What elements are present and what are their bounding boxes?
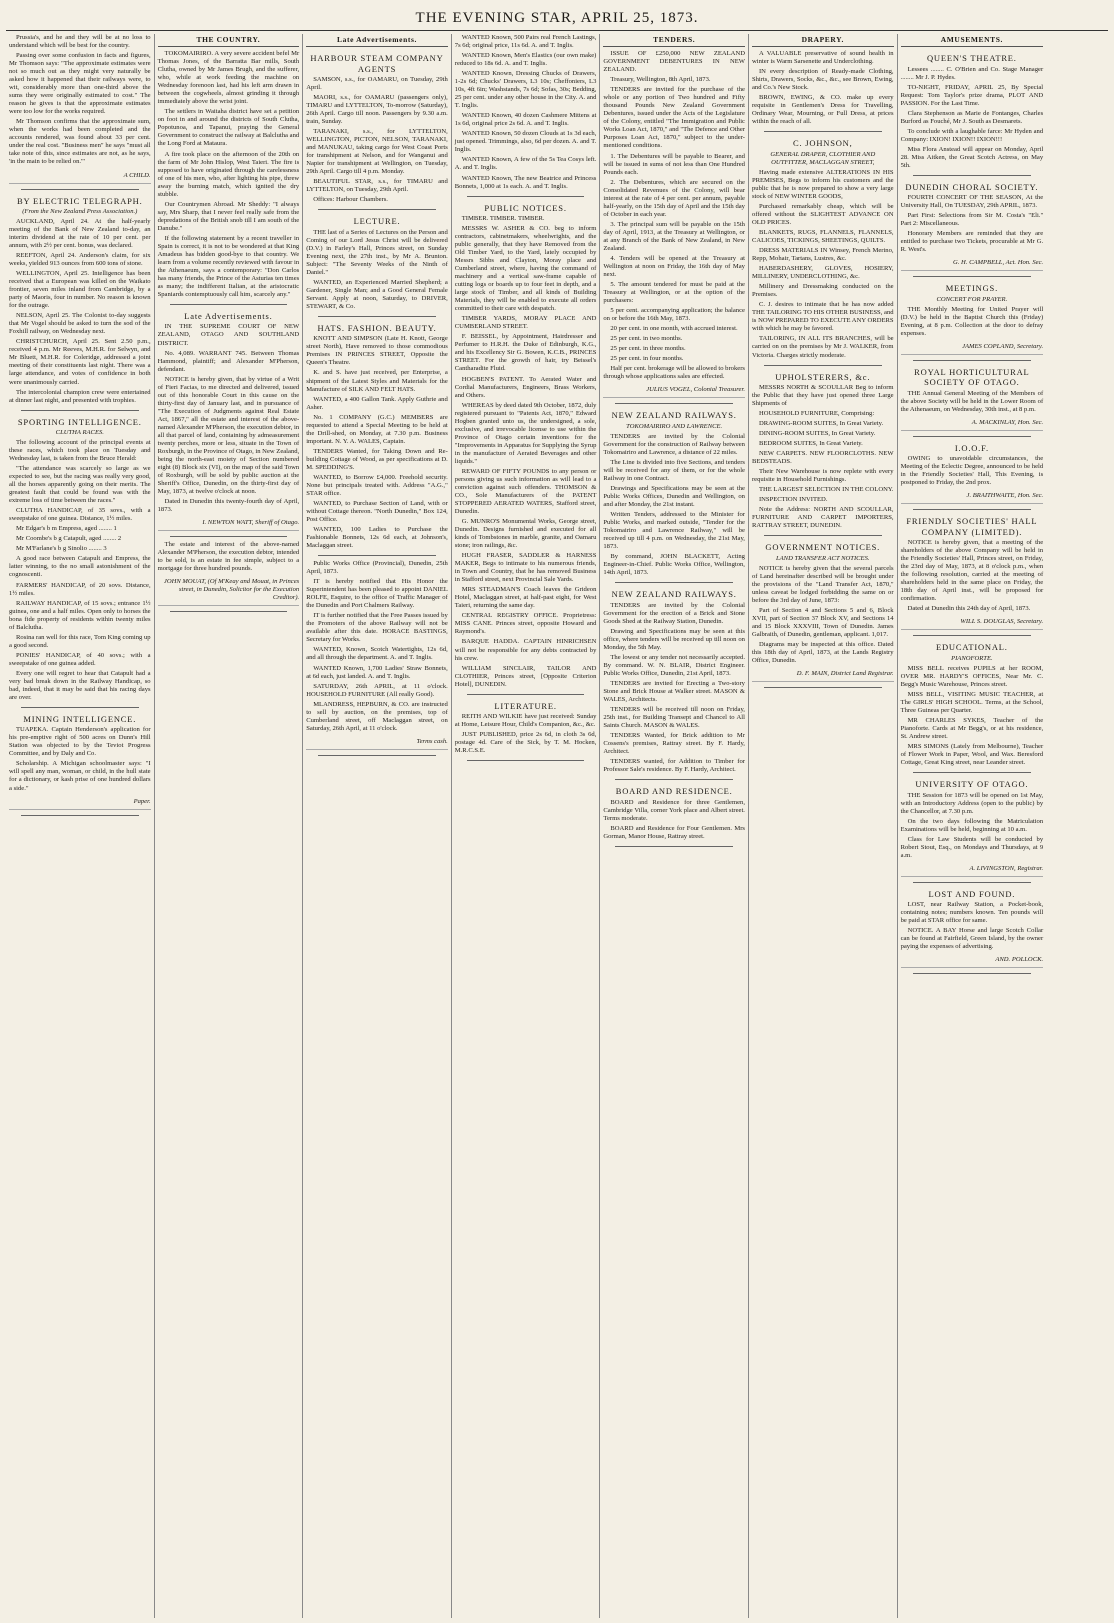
signature: Terms cash. xyxy=(416,737,448,745)
article-paragraph: TAILORING, IN ALL ITS BRANCHES, will be carried on on the premises by Mr J. WALKER, from Victoria. Charges strictly moderate. xyxy=(751,335,894,359)
signature: J. BRAITHWAITE, Hon. Sec. xyxy=(966,492,1044,500)
article-paragraph: If the following statement by a recent traveller in Spain is correct, it is not to be wondered at that King Amadeus has bidden good-bye to that country. We learn from a volume recently reviewed with favour in the Athenaeum, says a contemporary: "Don Carlos has many friends, the Prince of the Asturias ten times as many; the indifferent Italian, at the aristocratic Spaniards contemptuously call him, scarcely any." xyxy=(157,234,300,299)
article-section xyxy=(752,138,894,359)
article-paragraph: 25 per cent. in two months. xyxy=(610,335,683,343)
article-paragraph: AUCKLAND, April 24. At the half-yearly meeting of the Bank of New Zealand to-day, an interim dividend at the rate of 10 per cent. per annum, with 2½ per cent. bonus, was declared. xyxy=(9,217,151,250)
article-paragraph: SAMSON, s.s., for OAMARU, on Tuesday, 29th April. xyxy=(306,75,448,91)
article-paragraph: Part First: Selections from Sir M. Costa's "Eli." Part 2: Miscellaneous. xyxy=(900,212,1044,228)
article-paragraph: WANTED Known, A few of the 5s Tea Cosys left. A. and T. Inglis. xyxy=(454,156,597,172)
article-paragraph: IT is further notified that the Free Passes issued by the Promoters of the above Railway will not be available after this date. HORACE BASTINGS, Secretary for Works. xyxy=(306,612,448,644)
article-paragraph: 5. The amount tendered for must be paid at the Treasury at Wellington, or at the option of the purchasers: xyxy=(603,280,745,305)
article-section xyxy=(455,34,597,191)
section-divider xyxy=(615,779,733,780)
article-paragraph: MISS BELL receives PUPILS at her ROOM, OVER MR. HARDY'S OFFICES, Near Mr. C. Begg's Music Warehouse, Princes street. xyxy=(900,664,1044,688)
section-subtitle: GENERAL DRAPER, CLOTHIER AND OUTFITTER, MACLAGGAN STREET, xyxy=(770,150,876,166)
article-paragraph: 4. Tenders will be opened at the Treasury at Wellington at noon on Friday, the 16th day of May next. xyxy=(603,254,745,278)
section-title: Late Advertisements. xyxy=(184,311,273,322)
article-paragraph: MLANDRESS, HEPBURN, & CO. are instructed to sell by auction, on the premises, top of Cumberland street, off Maclaggan street, on Saturday, 26th April, at 11 o'clock. xyxy=(306,700,448,732)
article-section xyxy=(9,417,151,702)
signature: D. F. MAIN, District Land Registrar. xyxy=(796,670,894,678)
article-paragraph: Every one will regret to hear that Catapult had a very bad break down in the Railway Handicap, so bad, indeed, that it may be said that his racing days are over. xyxy=(9,669,151,701)
article-paragraph: TARANAKI, s.s., for LYTTELTON, WELLINGTON, PICTON, NELSON, TARANAKI, and MANUKAU, taking cargo for West Coast Ports for transhipment at Nelson, and for Wanganui and Napier for transhipment at Wellington, on Tuesday, 29th April. Cargo till 4 p.m. Monday. xyxy=(306,128,448,176)
article-paragraph: WANTED Known, 40 dozen Cashmere Mittens at 1s 6d, original price 2s 6d. A. and T. Inglis. xyxy=(454,112,597,128)
article-section xyxy=(752,50,894,126)
article-section xyxy=(901,443,1044,505)
article-paragraph: RAILWAY HANDICAP, of 15 sovs.; entrance 1½ guinea, one and a half miles. Open only to horses the bona fide property of residents within twenty miles of Balclutha. xyxy=(9,599,151,631)
article-paragraph: Rosina ran well for this race, Tom King coming up a good second. xyxy=(9,633,151,649)
section-divider xyxy=(170,536,288,537)
column-header: DRAPERY. xyxy=(752,34,894,47)
article-paragraph: WILLIAM SINCLAIR, TAILOR AND CLOTHIER, Princes street, [Opposite Criterion Hotel], DUNEDIN. xyxy=(454,664,597,688)
columns-container xyxy=(6,34,1108,1618)
article-paragraph: BARQUE HADDA. CAPTAIN HINRICHSEN will not be responsible for any debts contracted by his crew. xyxy=(454,638,597,662)
article-paragraph: Scholarship. A Michigan schoolmaster says: "I will spell any man, woman, or child, in the hull state for a dictionary, or kash prise of one hundred dollars a side." xyxy=(9,760,151,792)
section-title: GOVERNMENT NOTICES. xyxy=(765,542,881,553)
section-title: HARBOUR STEAM COMPANY AGENTS xyxy=(310,53,444,74)
article-paragraph: Mr M'Farlane's b g Sinolio ........ 3 xyxy=(16,545,107,553)
article-section xyxy=(901,53,1044,170)
article-section xyxy=(901,182,1044,272)
article-paragraph: Offices: Harbour Chambers. xyxy=(313,196,388,204)
article-paragraph: TENDERS are invited by the Colonial Government for the erection of a Brick and Stone Goods Shed at the Railway Station, Dunedin. xyxy=(603,601,745,625)
article-paragraph: NOTICE is hereby given, that by virtue of a Writ of Fieri Facias, to me directed and delivered, issued out of this honorable Court in this cause on the thirty-first day of January last, and in pursuance of "The Execution of Judgments against Real Estate Act, 1867," all the estate and interest of the above-named Alexander M'Pherson, the execution debtor, in all that parcel of land, containing by admeasurement twenty perches, more or less, situate in the Town of Roxburgh, in the Province of Otago, in New Zealand, being the north-east moiety of Section numbered eight (8) Block six (VI), on the map of the said Town of Roxburgh, will be sold by public auction at the Sheriff's Office, Dunedin, on the thirty-first day of May, 1873, at twelve o'clock at noon. xyxy=(157,375,300,496)
article-section xyxy=(306,216,448,311)
article-paragraph: Having made extensive ALTERATIONS IN HIS PREMISES, Begs to inform his customers and the public that he is now prepared to show a very large stock of NEW WINTER GOODS, xyxy=(751,168,894,200)
section-title: NEW ZEALAND RAILWAYS. xyxy=(611,589,737,600)
article-paragraph: The intercolonial champion crew were entertained at dinner last night, and presented with trophies. xyxy=(9,388,151,404)
article-paragraph: Written Tenders, addressed to the Minister for Public Works, and marked outside, "Tender for the Tokomairiro and Lawrence Railway," will be received up till 4 p.m. on Wednesday, the 21st May, 1873. xyxy=(603,511,745,551)
section-divider xyxy=(615,403,733,404)
article-paragraph: TUAPEKA. Captain Henderson's application for his pre-emptive right of 500 acres on Dunn's Hill Station was objected to by the Teviot Progress Committee, and by Daly and Co. xyxy=(9,726,151,758)
section-subtitle: TOKOMAIRIRO AND LAWRENCE. xyxy=(626,422,723,430)
section-title: BOARD AND RESIDENCE. xyxy=(615,786,733,797)
article-paragraph: SATURDAY, 26th APRIL, at 11 o'clock. HOUSEHOLD FURNITURE (All really Good). xyxy=(306,682,448,698)
article-paragraph: MESSRS NORTH & SCOULLAR Beg to inform the Public that they have just opened three Large Shipments of xyxy=(751,383,894,407)
article-paragraph: MISS BELL, VISITING MUSIC TEACHER, at The GIRLS' HIGH SCHOOL. Terms, at the School, Three Guineas per Quarter. xyxy=(900,690,1044,714)
article-paragraph: FOURTH CONCERT OF THE SEASON, At the University Hall, On TUESDAY, 29th APRIL, 1873. xyxy=(900,194,1044,210)
section-title: HATS. FASHION. BEAUTY. xyxy=(317,323,437,333)
section-divider xyxy=(467,196,585,197)
article-paragraph: "The attendance was scarcely so large as we expected to see, but the racing was really very good, all the horses apparently going on their merits. The greatest fault that could be found was with the extreme loss of time between the races." xyxy=(9,465,151,505)
article-paragraph: IN every description of Ready-made Clothing, Shirts, Drawers, Socks, &c., &c., see Brown, Ewing, and Co.'s New Stock. xyxy=(751,68,894,92)
section-divider xyxy=(21,410,139,411)
section-title: FRIENDLY SOCIETIES' HALL COMPANY (LIMITED). xyxy=(906,516,1038,537)
column-header: Late Advertisements. xyxy=(306,34,448,47)
article-paragraph: REITH AND WILKIE have just received: Sunday at Home, Leisure Hour, Child's Companion, &c., &c. xyxy=(454,713,597,729)
article-section xyxy=(901,516,1044,630)
article-paragraph: BOARD and Residence for Four Gentlemen. Mrs Gorman, Manor House, Rattray street. xyxy=(603,824,745,840)
article-paragraph: C. J. desires to intimate that he has now added THE TAILORING TO HIS OTHER BUSINESS, and is NOW PREPARED TO EXECUTE ANY ORDERS with which he may be favored. xyxy=(751,301,894,333)
signature: A. MACKINLAY, Hon. Sec. xyxy=(971,418,1044,426)
article-paragraph: F. BEISSEL, by Appointment, Hairdresser and Perfumer to H.R.H. the Duke of Edinburgh, K.G., and his Excellency Sir G. Bowen, K.C.B., PRINCES STREET. For the growth of hair, try Beissel's Cantharadite Fluid. xyxy=(454,333,597,373)
article-paragraph: Mr Coombe's b g Catapult, aged ........ 2 xyxy=(16,535,122,543)
article-paragraph: Treasury, Wellington, 8th April, 1873. xyxy=(610,76,711,84)
article-paragraph: WANTED Known, 50 dozen Clouds at 1s 3d each, just opened. Trimmings, also, 6d per dozen. A. and T. Inglis. xyxy=(454,130,597,154)
section-divider xyxy=(21,815,139,816)
section-divider xyxy=(764,687,882,688)
article-paragraph: INSPECTION INVITED. xyxy=(758,496,828,504)
article-paragraph: WANTED, to Purchase Section of Land, with or without Cottage thereon. "North Dunedin," Box 124, Post Office. xyxy=(306,499,448,524)
section-divider xyxy=(913,436,1032,437)
section-divider xyxy=(764,365,882,366)
section-divider xyxy=(467,694,585,695)
article-paragraph: A fire took place on the afternoon of the 20th on the farm of Mr John Hislop, West Taieri. The fire is supposed to have originated through the carelessness of one of his men, who, after lighting his pipe, threw away the burning match, which ignited the dry stubble. xyxy=(157,150,300,198)
article-paragraph: Drawing and Specifications may be seen at this office, where tenders will be received up till noon on Monday, the 5th May. xyxy=(603,627,745,651)
article-paragraph: Diagrams may be inspected at this office. Dated this 18th day of April, 1873, at the Lands Registry Office, Dunedin. xyxy=(751,641,894,665)
section-subtitle: (From the New Zealand Press Association.) xyxy=(22,207,138,215)
article-paragraph: HOUSEHOLD FURNITURE, Comprising: xyxy=(758,409,875,417)
article-paragraph: MRS SIMONS (Lately from Melbourne), Teacher of Flower Work in Paper, Wool, and Wax. Beresford Cottage, Great King street, near Leander street. xyxy=(900,743,1044,767)
section-divider xyxy=(467,760,585,761)
section-title: SPORTING INTELLIGENCE. xyxy=(17,416,142,427)
signature: WILL S. DOUGLAS, Secretary. xyxy=(960,618,1044,626)
article-paragraph: TO-NIGHT, FRIDAY, APRIL 25, By Special Request: Tom Taylor's prize drama, PLOT AND PASSION. For the Last Time. xyxy=(900,83,1044,107)
article-paragraph: A VALUABLE preservative of sound health in winter is Warm Sarsenette and Underclothing. xyxy=(751,50,894,66)
article-paragraph: CLUTHA HANDICAP, of 35 sovs., with a sweepstake of one guinea. Distance, 1½ miles. xyxy=(9,507,151,523)
signature: JAMES COPLAND, Secretary. xyxy=(962,343,1044,350)
section-divider xyxy=(318,755,436,756)
masthead-title: THE EVENING STAR, APRIL 25, 1873. xyxy=(6,6,1108,31)
section-divider xyxy=(318,316,436,317)
section-title: MEETINGS. xyxy=(945,283,998,294)
article-paragraph: ISSUE OF £250,000 NEW ZEALAND GOVERNMENT DEBENTURES IN NEW ZEALAND. xyxy=(603,50,745,74)
section-divider xyxy=(764,535,882,536)
section-divider xyxy=(913,635,1032,636)
section-divider xyxy=(170,611,288,612)
section-title: EDUCATIONAL. xyxy=(936,642,1008,653)
article-section xyxy=(901,367,1044,431)
article-paragraph: Mr Thomson confirms that the approximate sum, when the works had been completed and the accounts rendered, was found about 33 per cent. under the real cost. "Business men" he says "must all take note of this, since estimates are not, as he says, 'in the main to be relied on.'" xyxy=(9,118,151,166)
article-section xyxy=(158,311,300,531)
article-section xyxy=(306,323,448,550)
article-paragraph: WANTED Known, Men's Elastics (our own make) reduced to 18s 6d. A. and T. Inglis. xyxy=(454,52,597,68)
article-paragraph: Lessees ........ C. O'Brien and Co. Stage Manager ........ Mr J. P. Hydes. xyxy=(900,65,1044,81)
article-paragraph: 20 per cent. in one month, with accrued interest. xyxy=(610,325,738,333)
article-paragraph: The estate and interest of the above-named Alexander M'Pherson, the execution debtor, intended to be sold, is an estate in fee simple, subject to a mortgage for three hundred pounds. xyxy=(157,541,300,573)
article-paragraph: K. and S. have just received, per Enterprise, a shipment of the Latest Styles and Materials for the Manufacture of SILK AND FELT HATS. xyxy=(306,369,448,393)
section-divider xyxy=(21,189,139,190)
section-divider xyxy=(615,846,733,847)
article-paragraph: TENDERS will be received till noon on Friday, 25th inst., for Building Transept and Chancel to All Saints Church. MASON & WALES. xyxy=(603,706,745,730)
section-title: LITERATURE. xyxy=(494,700,557,711)
section-divider xyxy=(764,131,882,132)
section-title: ROYAL HORTICULTURAL SOCIETY OF OTAGO. xyxy=(914,367,1030,388)
article-paragraph: MAORI, s.s., for OAMARU (passengers only), TIMARU and LYTTELTON, To-morrow (Saturday), 26th April. Cargo till noon. Passengers by 9.30 a.m. train, Sunday. xyxy=(306,93,448,126)
article-paragraph: JUST PUBLISHED, price 2s 6d, in cloth 3s 6d, postage 4d. Care of the Sick, by T. M. Hocken, M.R.C.S.E. xyxy=(454,731,597,755)
article-paragraph: To conclude with a laughable farce: Mr Hyden and Company: IXION! IXION!! IXION!!! xyxy=(900,127,1044,143)
newspaper-column xyxy=(303,34,452,1618)
article-paragraph: Class for Law Students will be conducted by Robert Stout, Esq., on Mondays and Thursdays, at 9 a.m. xyxy=(900,835,1044,859)
article-paragraph: Millinery and Dressmaking conducted on the Premises. xyxy=(751,283,894,299)
article-paragraph: TIMBER YARDS, MORAY PLACE AND CUMBERLAND STREET. xyxy=(454,315,597,331)
article-paragraph: PONIES' HANDICAP, of 40 sovs.; with a sweepstake of one guinea added. xyxy=(9,651,151,667)
article-paragraph: The settlers in Waitaha district have set a petition on foot in and around the districts of South Clutha, Popotunoa, and Tapanui, praying the General Government to construct the railway at Balclutha and the Long Ford at Mataura. xyxy=(157,108,300,148)
article-paragraph: 3. The principal sum will be payable on the 15th day of April, 1913, at the Treasury at Wellington, or at any Branch of the Bank of New Zealand, in New Zealand. xyxy=(603,220,745,252)
article-paragraph: HOGBEN'S PATENT. To Aerated Water and Cordial Manufacturers, Engineers, Brass Workers, and Others. xyxy=(454,375,597,399)
article-paragraph: Public Works Office (Provincial), Dunedin, 25th April, 1873. xyxy=(306,560,448,576)
article-paragraph: 25 per cent. in four months. xyxy=(610,355,684,363)
article-paragraph: On the two days following the Matriculation Examinations will be held, beginning at 10 a.m. xyxy=(900,817,1044,833)
article-paragraph: THE last of a Series of Lectures on the Person and Coming of our Lord Jesus Christ will be delivered (D.V.) in Farley's Hall, Princes street, on Sunday Evening next, the 27th inst., by Mr A. Brunton. Subject: "The Seventy Weeks of the Ninth of Daniel." xyxy=(306,228,448,276)
article-paragraph: Half per cent. brokerage will be allowed to brokers through whose applications sales are effected. xyxy=(603,365,745,381)
section-subtitle: CLUTHA RACES. xyxy=(55,428,104,436)
article-paragraph: The following account of the principal events at these races, which took place on Tuesday and Wednesday last, is taken from the Bruce Herald: xyxy=(9,439,151,463)
article-section xyxy=(603,410,745,577)
article-paragraph: Honorary Members are reminded that they are entitled to purchase two Tickets, procurable at Mr G. R. West's. xyxy=(900,230,1044,254)
section-title: BY ELECTRIC TELEGRAPH. xyxy=(17,195,143,206)
article-section xyxy=(603,786,745,841)
section-divider xyxy=(913,973,1032,974)
newspaper-column xyxy=(898,34,1047,1618)
article-section xyxy=(901,642,1044,767)
article-paragraph: BROWN, EWING, & CO. make up every requisite in Gentlemen's Dress for Travelling, Ordinary Wear, Mourning, or Full Dress, at prices within the reach of all. xyxy=(751,94,894,126)
article-paragraph: The Line is divided into five Sections, and tenders will be received for any of them, or for the whole Railway in one Contract. xyxy=(603,458,745,482)
article-paragraph: DRAWING-ROOM SUITES, In Great Variety. xyxy=(758,420,884,428)
article-paragraph: CENTRAL REGISTRY OFFICE. Proprietress: MISS CANE. Princes street, opposite Howard and Raymond's. xyxy=(454,612,597,636)
article-section xyxy=(9,34,151,184)
article-paragraph: The lowest or any tender not necessarily accepted. By command. W. N. BLAIR, District Engineer. Public Works Office, Dunedin, 21st April, 1873. xyxy=(603,653,745,677)
article-paragraph: Miss Flora Anstead will appear on Monday, April 28. Miss Aitken, the Great Scotch Actress, on May 5th. xyxy=(900,145,1044,169)
article-paragraph: 2. The Debentures, which are secured on the Consolidated Revenues of the Colony, will bear interest at the rate of 4 per cent. per annum, payable half-yearly, on the 15th day of April and the 15th day of October in each year. xyxy=(603,178,745,218)
article-paragraph: WANTED, to Borrow £4,000. Freehold security. None but principals treated with. Address "A.G.," STAR office. xyxy=(306,473,448,497)
column-header: TENDERS. xyxy=(603,34,745,47)
article-paragraph: NOTICE is hereby given that the several parcels of Land hereinafter described will be brought under the provisions of the "Land Transfer Act, 1870," unless caveat be lodged forbidding the same on or before the 3rd day of June, 1873: xyxy=(751,564,894,604)
article-paragraph: Dated at Dunedin this 24th day of April, 1873. xyxy=(907,605,1031,613)
article-section xyxy=(306,53,448,204)
article-paragraph: BEDROOM SUITES, In Great Variety. xyxy=(758,440,863,448)
article-paragraph: FARMERS' HANDICAP, of 20 sovs. Distance, 1½ miles. xyxy=(9,581,151,597)
article-section xyxy=(158,541,300,606)
section-subtitle: CONCERT FOR PRAYER. xyxy=(936,295,1008,303)
article-paragraph: BEAUTIFUL STAR, s.s., for TIMARU and LYTTELTON, on Tuesday, 29th April. xyxy=(306,178,448,194)
section-title: PUBLIC NOTICES. xyxy=(484,202,567,213)
signature: G. H. CAMPBELL, Act. Hon. Sec. xyxy=(952,259,1044,267)
section-title: UPHOLSTERERS, &c. xyxy=(775,371,871,382)
section-title: QUEEN'S THEATRE. xyxy=(926,53,1017,64)
article-paragraph: Their New Warehouse is now replete with every requisite in Household Furnishings. xyxy=(751,468,894,484)
signature: Paper. xyxy=(133,797,151,805)
article-section xyxy=(306,560,448,750)
article-paragraph: MESSRS W. ASHER & CO. beg to inform contractors, cabinetmakers, wheelwrights, and the public generally, that they have Removed from the Old Timber Yard, to the Yard, lately occupied by Messrs Sibbs and Clayton, Moray place and Cumberland street, where, having the command of machinery and a vertical saw-frame capable of cutting logs or boards up to four feet in depth, and a large stock of Timber, and all kinds of Building Materials, they will be enabled to execute all orders committed to their care with despatch. xyxy=(454,224,597,313)
section-title: DUNEDIN CHORAL SOCIETY. xyxy=(905,181,1039,192)
signature: JULIUS VOGEL, Colonial Treasurer. xyxy=(646,386,745,394)
article-paragraph: MR CHARLES SYKES, Teacher of the Pianoforte. Cards at Mr Begg's, or at his residence, St. Andrew street. xyxy=(900,717,1044,741)
section-divider xyxy=(913,360,1032,361)
section-title: C. JOHNSON, xyxy=(792,138,853,149)
article-paragraph: IT is hereby notified that His Honor the Superintendent has been pleased to appoint DANIEL ROLFE, Esquire, to the office of Traffic Manager of the Dunedin and Port Chalmers Railway. xyxy=(306,578,448,610)
section-title: LECTURE. xyxy=(353,216,401,227)
article-section xyxy=(901,779,1044,877)
article-paragraph: DINING-ROOM SUITES, In Great Variety. xyxy=(758,430,876,438)
article-paragraph: NOTICE is hereby given, that a meeting of the shareholders of the above Company will be held in the Friendly Societies' Hall, Princes street, on Friday, the 23rd day of May, 1873, at 8 o'clock p.m., when the following resolution, carried at the meeting of shareholders held in the same place on Friday, the 18th day of April inst., will be proposed for confirmation. xyxy=(900,539,1044,603)
section-title: I.O.O.F. xyxy=(954,442,989,453)
article-paragraph: NEW CARPETS. NEW FLOORCLOTHS. NEW BEDSTEADS. xyxy=(751,450,894,466)
article-paragraph: 5 per cent. accompanying application; the balance on or before the 16th May, 1873. xyxy=(603,307,745,323)
section-subtitle: PIANOFORTE. xyxy=(951,654,993,662)
section-divider xyxy=(913,772,1032,773)
section-divider xyxy=(913,276,1032,277)
newspaper-column xyxy=(452,34,601,1618)
article-paragraph: TIMBER. TIMBER. TIMBER. xyxy=(461,214,545,222)
article-paragraph: A good race between Catapult and Empress, the latter winning, to the no small astonishment of the cognoscenti. xyxy=(9,555,151,579)
article-paragraph: WANTED Known, The new Beatrice and Princess Bonnets, 1,000 at 1s each. A. and T. Inglis. xyxy=(454,174,597,190)
article-paragraph: Dated in Dunedin this twenty-fourth day of April, 1873. xyxy=(157,498,300,514)
article-paragraph: HUGH FRASER, SADDLER & HARNESS MAKER, Begs to intimate to his numerous friends, in Town and Country, that he has removed Business in Stafford street, next Provincial Sale Yards. xyxy=(454,552,597,584)
article-paragraph: REWARD OF FIFTY POUNDS to any person or persons giving us such information as will lead to a conviction against such offenders. THOMSON & CO., Sole Manufacturers of the PATENT STOPPERED AERATED WATERS, Stafford street, Dunedin. xyxy=(454,467,597,516)
article-paragraph: WANTED, an Experienced Married Shepherd; a Gardener, Single Man; and a Good General Female Servant. Apply at noon, Saturday, to DRIVER, STEWART, & Co. xyxy=(306,278,448,310)
section-title: LOST AND FOUND. xyxy=(928,888,1016,899)
section-title: UNIVERSITY OF OTAGO. xyxy=(915,779,1029,790)
newspaper-column xyxy=(155,34,304,1618)
article-paragraph: OWING to unavoidable circumstances, the Meeting of the Eclectic Degree, announced to be held in the Friendly Societies' Hall, This Evening, is postponed to Friday, the 2nd prox. xyxy=(900,455,1044,487)
article-paragraph: Part of Section 4 and Sections 5 and 6, Block XVII, part of Section 37 Block XV, and Sections 14 and 15 Block XXXVIII, Town of Dunedin. James Galbraith, of Dunedin, gentleman, applicant. 1,017. xyxy=(751,606,894,639)
article-paragraph: Prussia's, and he and they will be at no loss to understand which will be best for the country. xyxy=(9,34,151,50)
article-paragraph: DRESS MATERIALS IN Winsey, French Merino, Repp, Mohair, Tartans, Lustres, &c. xyxy=(751,247,894,263)
article-paragraph: Note the Address: NORTH AND SCOULLAR, FURNITURE AND CARPET IMPORTERS, RATTRAY STREET, DUNEDIN. xyxy=(751,506,894,530)
article-paragraph: IN THE SUPREME COURT OF NEW ZEALAND, OTAGO AND SOUTHLAND DISTRICT. xyxy=(157,323,300,347)
article-section xyxy=(9,714,151,810)
article-paragraph: Passing over some confusion in facts and figures, Mr Thomson says: "The approximate estimates were not so much out as they might very naturally be asked how it happened that their railways were, to wit, considerably more than one-third above the sums they were originally estimated to cost." The reason he gives is that the approximate estimates were too low for the works required. xyxy=(9,52,151,116)
article-paragraph: No. 1 COMPANY (G.C.) MEMBERS are requested to attend a Special Meeting to be held at the Drill-shed, on Monday, at 7.30 p.m. Business important. N. Y. A. WALES, Captain. xyxy=(306,413,448,445)
article-paragraph: Purchased remarkably cheap, which will be offered without the SLIGHTEST ADVANCE ON OLD PRICES. xyxy=(751,202,894,227)
article-paragraph: TENDERS are invited by the Colonial Government for the construction of Railway between Tokomairiro and Lawrence, a distance of 22 miles. xyxy=(603,432,745,456)
signature: AND. POLLOCK. xyxy=(995,956,1044,964)
article-section xyxy=(752,542,894,682)
article-paragraph: By command, JOHN BLACKETT, Acting Engineer-in-Chief. Public Works Office, Wellington, 14th April, 1873. xyxy=(603,553,745,577)
section-subtitle: LAND TRANSFER ACT NOTICES. xyxy=(775,554,870,562)
article-paragraph: CHRISTCHURCH, April 25. Sent 2.50 p.m., received 4 p.m. Mr Reeves, M.H.R. for Selwyn, and Mr Bluett, M.H.R. for Coleridge, addressed a joint meeting of their constituents last night. There was a large attendance, and votes of confidence in both were unanimously carried. xyxy=(9,338,151,386)
newspaper-column xyxy=(749,34,898,1618)
article-paragraph: Our Countrymen Abroad. Mr Sheddy: "I always say, Mrs Sharp, that I never feel really safe from the depredations of the British snob till I am south of the Danube." xyxy=(157,200,300,232)
article-section xyxy=(901,889,1044,969)
article-section xyxy=(455,701,597,756)
article-section xyxy=(158,50,300,299)
column-header: THE COUNTRY. xyxy=(158,34,300,47)
article-paragraph: BOARD and Residence for three Gentlemen, Cambridge Villa, corner York place and Albert street. Terms moderate. xyxy=(603,798,745,822)
article-paragraph: NELSON, April 25. The Colonist to-day suggests that Mr Vogel should be asked to turn the sod of the Foxhill railway, on Wednesday next. xyxy=(9,312,151,336)
section-divider xyxy=(21,707,139,708)
article-paragraph: WELLINGTON, April 25. Intelligence has been received that a European was killed on the Waikato frontier, seven miles inland from Cambridge, by a party of Maoris, four in number. No reason is known for the outrage. xyxy=(9,270,151,310)
article-paragraph: WANTED, Known, Scotch Watertights, 12s 6d, and all through the department. A. and T. Inglis. xyxy=(306,646,448,662)
article-paragraph: LOST, near Railway Station, a Pocket-book, containing notes; numbers known. Ten pounds will be paid at STAR office for same. xyxy=(900,901,1044,925)
article-paragraph: WANTED, 100 Ladies to Purchase the Fashionable Bonnets, 12s 6d each, at Johnson's, Maclaggan street. xyxy=(306,526,448,550)
article-paragraph: REEFTON, April 24. Anderson's claim, for six weeks, yielded 913 ounces from 600 tons of stone. xyxy=(9,252,151,268)
section-title: MINING INTELLIGENCE. xyxy=(23,713,137,724)
article-paragraph: G. MUNRO'S Monumental Works, George street, Dunedin. Designs furnished and executed for all kinds of Tombstones in marble, granite, and Oamaru stone; iron railings, &c. xyxy=(454,518,597,550)
article-section xyxy=(603,50,745,398)
article-section xyxy=(901,283,1044,355)
section-divider xyxy=(913,882,1032,883)
article-paragraph: THE LARGEST SELECTION IN THE COLONY. xyxy=(758,486,894,494)
article-paragraph: TENDERS Wanted, for Taking Down and Re-building Cottage of Wood, as per specifications at D. M. SPEDDING'S. xyxy=(306,447,448,471)
article-paragraph: THE Monthly Meeting for United Prayer will (D.V.) be held in the Baptist Church this (Friday) Evening, at 8 p.m. Collection at the door to defray expenses. xyxy=(900,305,1044,337)
newspaper-column xyxy=(600,34,749,1618)
section-divider xyxy=(913,509,1032,510)
article-section xyxy=(9,196,151,405)
article-paragraph: THE Session for 1873 will be opened on 1st May, with an Introductory Address (open to the public) by the Chancellor, at 7.30 p.m. xyxy=(900,791,1044,815)
article-paragraph: WANTED Known, 1,700 Ladies' Straw Bonnets, at 6d each, just landed. A. and T. Inglis. xyxy=(306,664,448,680)
article-section xyxy=(455,203,597,689)
article-paragraph: KNOTT AND SIMPSON (Late H. Knott, George street North), Have removed to those commodious Premises IN PRINCES STREET, Opposite the Queen's Theatre. xyxy=(306,335,448,367)
signature: A. LIVINGSTON, Registrar. xyxy=(969,864,1044,872)
section-divider xyxy=(170,304,288,305)
signature: A CHILD. xyxy=(123,171,151,179)
article-section xyxy=(752,372,894,531)
section-divider xyxy=(318,209,436,210)
section-divider xyxy=(913,175,1032,176)
article-paragraph: TOKOMAIRIRO. A very severe accident befel Mr Thomas Jones, of the Barratta Bar mills, South Clutha, owned by Mr James Brugh, and the sufferer, who, while at work feeding the machine on Wednesday forenoon last, had his left arm drawn in between the cogwheels, almost grinding it through immediately above the wrist joint. xyxy=(157,50,300,106)
article-paragraph: THE Annual General Meeting of the Members of the above Society will be held in the Lower Room of the Athenaeum, on Wednesday, 30th inst., at 8 p.m. xyxy=(900,389,1044,413)
section-divider xyxy=(615,582,733,583)
article-paragraph: WHEREAS by deed dated 9th October, 1872, duly registered pursuant to "Patents Act, 1870," Edward Hogben granted unto us, the undersigned, a sole, exclusive, and irrevocable license to use within the Province of Otago certain inventions for the "Improvements in Apparatus for Supplying the Syrup in the manufacture of Aerated Beverages and other liquids." xyxy=(454,401,597,465)
article-paragraph: TENDERS are invited for the purchase of the whole or any portion of Two hundred and Fifty thousand Pounds New Zealand Government Debentures, issued under the Acts of the Legislature of the Colony, entitled "The Immigration and Public Works Loan Act, 1870," and "The Defence and Other Purposes Loan Act, 1870," subject to the under-mentioned conditions. xyxy=(603,86,745,150)
article-paragraph: Clara Stephenson as Marie de Fontanges, Charles Burford as Fouché, Mr J. South as Desmarets. xyxy=(900,109,1044,125)
article-paragraph: Drawings and Specifications may be seen at the Public Works Offices, Dunedin and Wellington, on and after Monday, the 21st instant. xyxy=(603,484,745,508)
column-header: AMUSEMENTS. xyxy=(901,34,1044,47)
article-paragraph: WANTED, a 400 Gallon Tank. Apply Guthrie and Asher. xyxy=(306,395,448,411)
article-paragraph: WANTED Known, Dressing Chucks of Drawers, 1-2s 6d; Chucks' Drawers, L3 10s; Cheffoniers, L3 10s, 4ft 6in; Washstands, 7s 6d; Sofas, 30s; Bedding, 25 per cent. under any other house in the City. A. and T. Inglis. xyxy=(454,70,597,110)
article-paragraph: Mr Edgar's b m Empress, aged ........ 1 xyxy=(16,525,117,533)
section-divider xyxy=(318,555,436,556)
article-paragraph: MRS STEADMAN'S Coach leaves the Grideon Hotel, Maclaggan street, at half-past eight, for West Taieri, returning the same day. xyxy=(454,586,597,610)
article-paragraph: HABERDASHERY, GLOVES, HOSIERY, MILLINERY, UNDERCLOTHING, &c. xyxy=(751,265,894,281)
article-paragraph: No. 4,089. WARRANT 745. Between Thomas Hammond, plaintiff; and Alexander M'Pherson, defendant. xyxy=(157,349,300,373)
article-section xyxy=(603,589,745,774)
article-paragraph: WANTED Known, 500 Pairs real French Lastings, 7s 6d; original price, 11s 6d. A. and T. Inglis. xyxy=(454,34,597,50)
signature: JOHN MOUAT, (Of M'Keay and Mouat, in Princes street, in Dunedin, Solicitor for the Execution Creditor). xyxy=(163,578,300,602)
article-paragraph: TENDERS are invited for Erecting a Two-story Stone and Brick House at Walker street. MASON & WALES, Architects. xyxy=(603,679,745,703)
article-paragraph: TENDERS wanted, for Addition to Timber for Professor Sale's residence. By F. Hardy, Architect. xyxy=(603,758,745,774)
article-paragraph: NOTICE. A BAY Horse and large Scotch Collar can be found at Fairfield, Green Island, by the owner paying the expenses of advertising. xyxy=(900,927,1044,951)
article-paragraph: 25 per cent. in three months. xyxy=(610,345,686,353)
article-paragraph: TENDERS Wanted, for Brick addition to Mr Cossens's premises, Rattray street. By F. Hardy, Architect. xyxy=(603,732,745,756)
article-paragraph: 1. The Debentures will be payable to Bearer, and will be issued in sums of not less than One Hundred Pounds each. xyxy=(603,152,745,176)
newspaper-column xyxy=(6,34,155,1618)
article-paragraph: BLANKETS, RUGS, FLANNELS, FLANNELS, CALICOES, TICKINGS, SHEETINGS, QUILTS. xyxy=(751,229,894,245)
signature: I. NEWTON WATT, Sheriff of Otago. xyxy=(202,519,300,527)
section-title: NEW ZEALAND RAILWAYS. xyxy=(611,410,737,421)
